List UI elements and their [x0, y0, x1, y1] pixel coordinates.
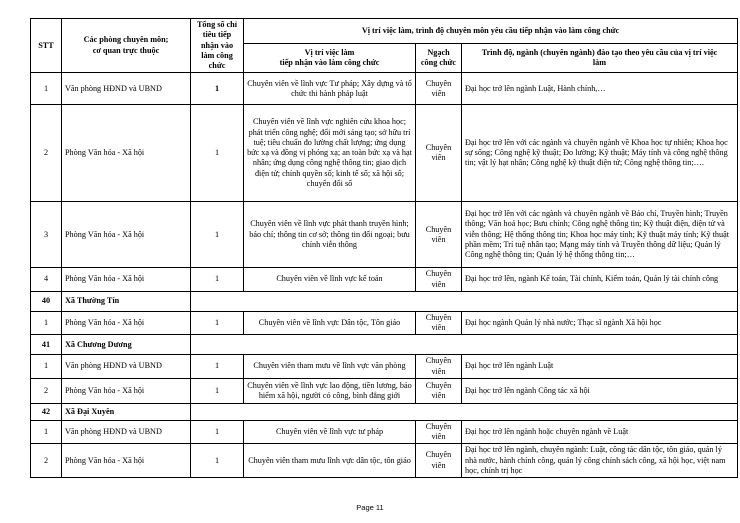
recruitment-table [30, 18, 738, 478]
section-row [31, 291, 738, 311]
row-stt: 2 [31, 378, 62, 403]
row-agency: Phòng Văn hóa - Xã hội [62, 202, 191, 268]
row-position: Chuyên viên về lĩnh vực Tư pháp; Xây dựng và tổ chức thi hành pháp luật [244, 73, 416, 105]
row-position: Chuyên viên về lĩnh vực lao động, tiền lương, bảo hiểm xã hội, người có công, bình đẳng giới [244, 378, 416, 403]
row-rank: Chuyên viên [416, 73, 462, 105]
row-position: Chuyên viên tham mưu về lĩnh vực văn phòng [244, 355, 416, 379]
row-agency: Phòng Văn hóa - Xã hội [62, 311, 191, 335]
row-stt: 2 [31, 444, 62, 478]
section-blank [191, 403, 738, 420]
row-qualification: Đại học trở lên ngành Luật, Hành chính,… [462, 73, 738, 105]
section-blank [191, 335, 738, 355]
table-row [31, 311, 738, 335]
row-agency: Phòng Văn hóa - Xã hội [62, 378, 191, 403]
section-number: 41 [31, 335, 62, 355]
header-stt: STT [31, 19, 62, 73]
row-position: Chuyên viên về lĩnh vực nghiên cứu khoa học; phát triển công nghệ; đổi mới sáng tạo; sở hữu trí tuệ; tiêu chuẩn đo lường chất lượng; ứng dụng bức xạ và đồng vị phóng xạ; an toàn bức xạ và hạt nhân; ứng dụng công nghệ thông tin; giao dịch điện tử; chính quyền số; kinh tế số; xã hội số; chuyển đổi số [244, 105, 416, 202]
row-quota: 1 [191, 202, 244, 268]
table-row [31, 268, 738, 292]
row-agency: Phòng Văn hóa - Xã hội [62, 268, 191, 292]
row-rank: Chuyên viên [416, 202, 462, 268]
table-row [31, 420, 738, 444]
section-blank [191, 291, 738, 311]
row-stt: 1 [31, 355, 62, 379]
section-name: Xã Thường Tín [62, 291, 191, 311]
table-row [31, 355, 738, 379]
row-agency: Văn phòng HĐND và UBND [62, 420, 191, 444]
row-quota: 1 [191, 105, 244, 202]
table-row [31, 202, 738, 268]
header-position [244, 44, 416, 73]
table-row [31, 73, 738, 105]
header-agency [62, 19, 191, 73]
page-number: Page 11 [356, 503, 384, 512]
row-qualification: Đại học trở lên với các ngành và chuyên ngành về Báo chí, Truyền hình; Truyền thông; Văn hoá học; Bưu chính; Công nghệ thông tin; Kỹ thuật điện, điện tử và viễn thông; Hệ thống thông tin; Khoa học máy tính; Kỹ thuật máy tính; Kỹ thuật phần mềm; Trí tuệ nhân tạo; Mạng máy tính và Truyền thông dữ liệu; Quản lý Công nghệ thông tin; Quản lý hệ thống thông tin;… [462, 202, 738, 268]
header-qualification-line2: làm [592, 58, 607, 68]
row-position: Chuyên viên về lĩnh vực Dân tộc, Tôn giáo [244, 311, 416, 335]
row-qualification: Đại học trở lên ngành hoặc chuyên ngành về Luật [462, 420, 738, 444]
row-agency: Văn phòng HĐND và UBND [62, 355, 191, 379]
row-qualification: Đại học trở lên ngành Luật [462, 355, 738, 379]
row-stt: 2 [31, 105, 62, 202]
header-rank-line1: Ngạch [427, 47, 450, 57]
header-qualification-line1: Trình độ, ngành (chuyên ngành) đào tạo theo yêu cầu của vị trí việc [481, 47, 718, 57]
row-stt: 4 [31, 268, 62, 292]
row-position: Chuyên viên về lĩnh vực kế toán [244, 268, 416, 292]
row-position: Chuyên viên về lĩnh vực phát thanh truyền hình; báo chí; thông tin cơ sở; thông tin đối ngoại; bưu chính viễn thông [244, 202, 416, 268]
row-qualification: Đại học trở lên ngành, chuyên ngành: Luật, công tác dân tộc, tôn giáo, quản lý nhà nước, hành chính công, quản lý công chính sách công, xã hội học, việt nam học, chính trị học [462, 444, 738, 478]
section-name: Xã Đại Xuyên [62, 403, 191, 420]
header-agency-line2: cơ quan trực thuộc [92, 45, 160, 55]
row-qualification: Đại học trở lên, ngành Kế toán, Tài chính, Kiểm toán, Quản lý tài chính công [462, 268, 738, 292]
header-position-line1: Vị trí việc làm [304, 47, 355, 57]
row-rank: Chuyên viên [416, 268, 462, 292]
row-rank: Chuyên viên [416, 105, 462, 202]
section-name: Xã Chương Dương [62, 335, 191, 355]
row-quota: 1 [191, 378, 244, 403]
row-stt: 1 [31, 311, 62, 335]
row-rank: Chuyên viên [416, 444, 462, 478]
row-qualification: Đại học ngành Quản lý nhà nước; Thạc sĩ ngành Xã hội học [462, 311, 738, 335]
header-group: Vị trí việc làm, trình độ chuyên môn yêu cầu tiếp nhận vào làm công chức [244, 19, 738, 44]
row-rank: Chuyên viên [416, 355, 462, 379]
row-quota: 1 [191, 311, 244, 335]
row-quota: 1 [191, 444, 244, 478]
header-agency-line1: Các phòng chuyên môn; [83, 35, 169, 45]
header-rank-line2: công chức [420, 58, 457, 68]
row-qualification: Đại học trở lên ngành Công tác xã hội [462, 378, 738, 403]
header-rank [416, 44, 462, 73]
row-agency: Phòng Văn hóa - Xã hội [62, 105, 191, 202]
row-stt: 1 [31, 73, 62, 105]
section-row [31, 335, 738, 355]
row-rank: Chuyên viên [416, 420, 462, 444]
row-rank: Chuyên viên [416, 311, 462, 335]
row-quota: 1 [191, 420, 244, 444]
table-row [31, 378, 738, 403]
row-quota: 1 [191, 73, 244, 105]
row-stt: 3 [31, 202, 62, 268]
row-position: Chuyên viên về lĩnh vực tư pháp [244, 420, 416, 444]
section-number: 42 [31, 403, 62, 420]
header-qualification [462, 44, 738, 73]
header-quota: Tổng số chỉ tiêu tiếp nhận vào làm công chức [191, 19, 244, 73]
table-row [31, 444, 738, 478]
row-agency: Phòng Văn hóa - Xã hội [62, 444, 191, 478]
row-qualification: Đại học trở lên với các ngành và chuyên ngành về Khoa học tự nhiên; Khoa học sự sống; Công nghệ kỹ thuật; Đo lường; Kỹ thuật; Máy tính và công nghệ thông tin; vật lý hạt nhân; Công nghệ kỹ thuật điện tử; Công nghệ thông tin;…. [462, 105, 738, 202]
row-stt: 1 [31, 420, 62, 444]
section-row [31, 403, 738, 420]
table-body [31, 73, 738, 478]
row-quota: 1 [191, 268, 244, 292]
row-position: Chuyên viên tham mưu lĩnh vực dân tộc, tôn giáo [244, 444, 416, 478]
header-position-line2: tiếp nhận vào làm công chức [279, 58, 380, 68]
row-rank: Chuyên viên [416, 378, 462, 403]
table-row [31, 105, 738, 202]
row-agency: Văn phòng HĐND và UBND [62, 73, 191, 105]
row-quota: 1 [191, 355, 244, 379]
section-number: 40 [31, 291, 62, 311]
